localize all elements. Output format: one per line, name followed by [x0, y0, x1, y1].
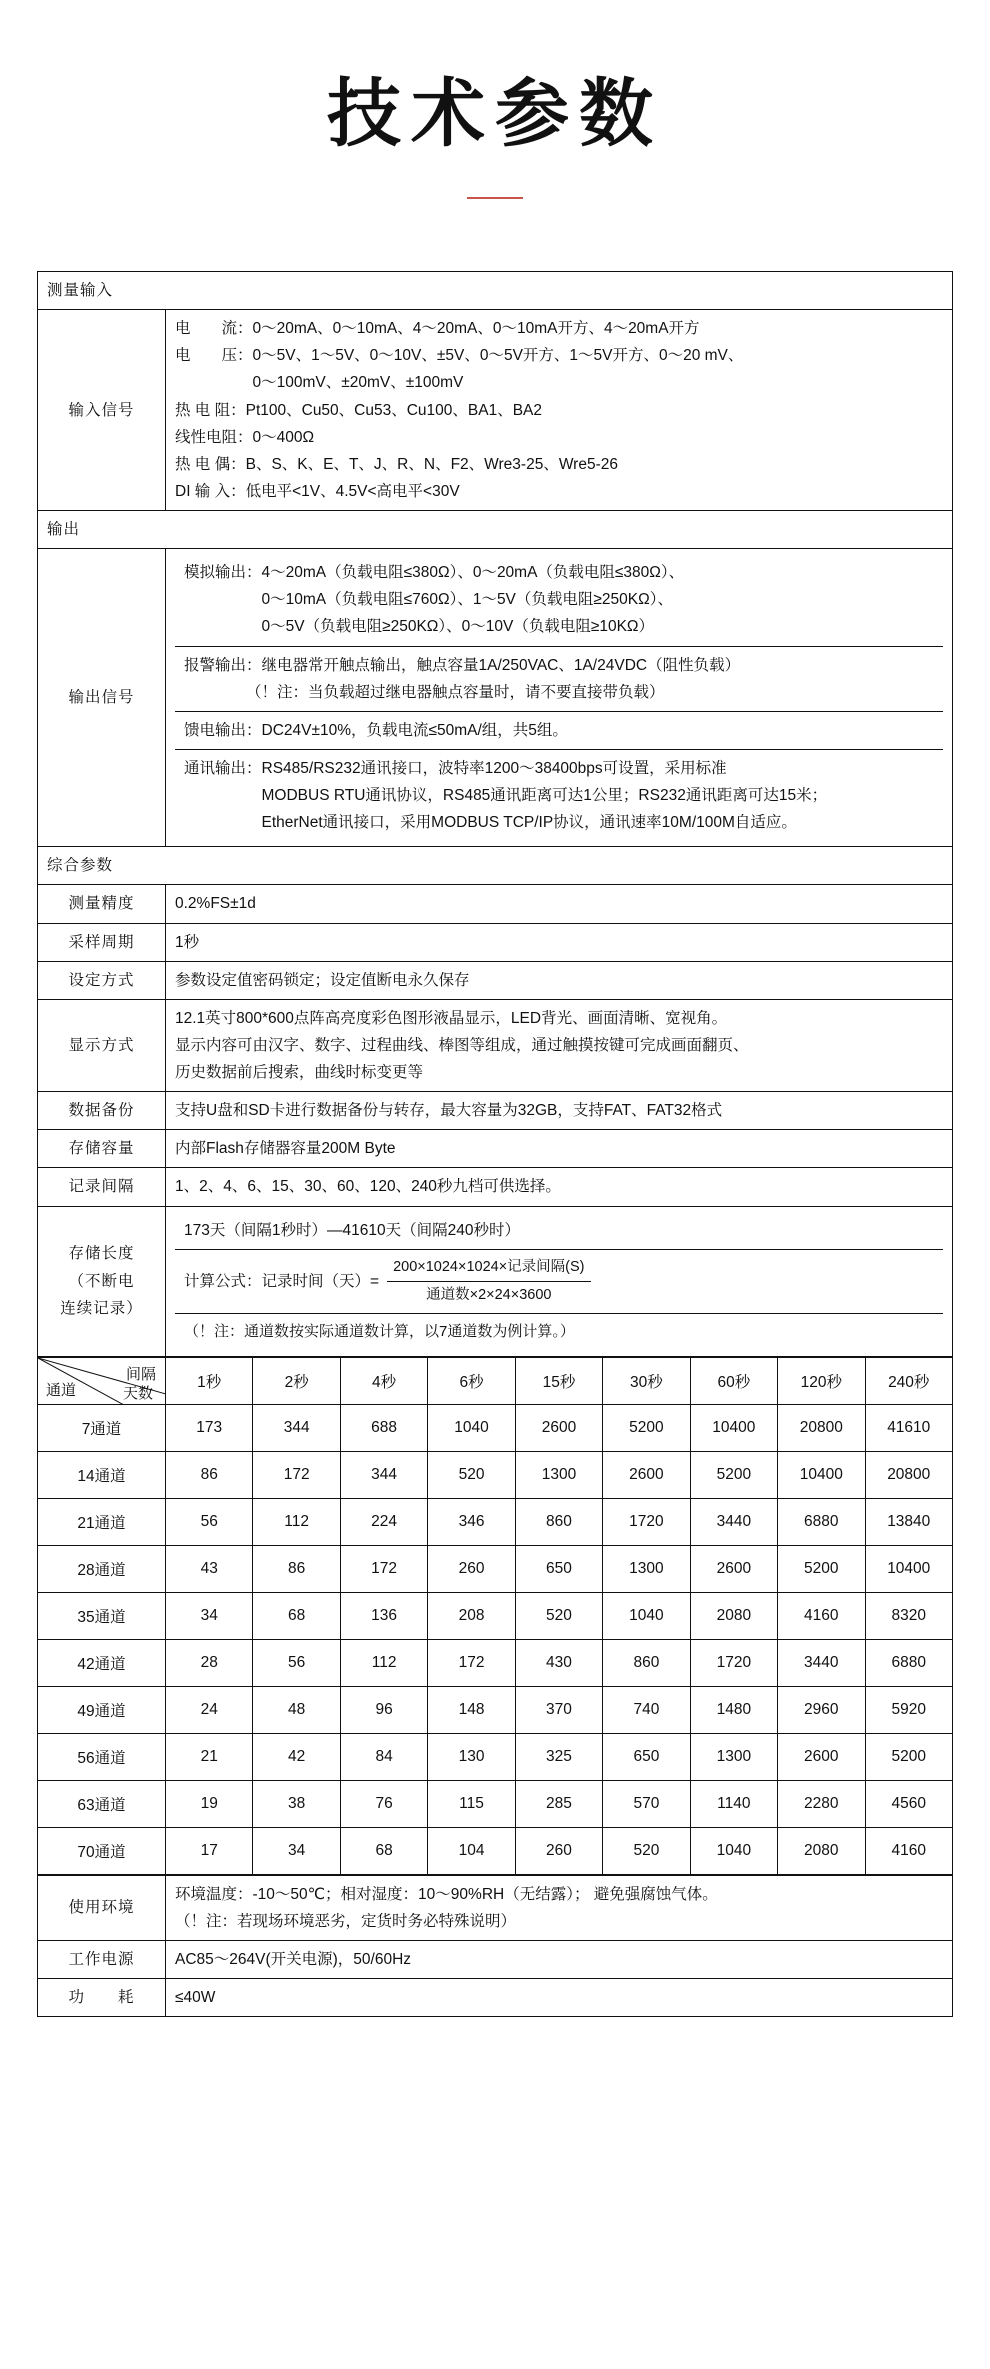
- cell-70ch-120s: 2080: [778, 1827, 865, 1874]
- table-row: [38, 1979, 953, 2017]
- row-label-interval: 记录间隔: [38, 1168, 166, 1206]
- cell-35ch-1s: 34: [166, 1592, 253, 1639]
- storage-length-label-2: （不断电: [68, 1272, 135, 1290]
- cell-28ch-120s: 5200: [778, 1545, 865, 1592]
- environment-line-1: 环境温度：-10～50℃；相对湿度：10～90%RH（无结露）； 避免强腐蚀气体。: [175, 1885, 718, 1903]
- cell-70ch-240s: 4160: [865, 1827, 953, 1874]
- cell-7ch-30s: 5200: [603, 1404, 690, 1451]
- table-row: [38, 1498, 953, 1545]
- cell-70ch-4s: 68: [340, 1827, 427, 1874]
- input-signal-line-1: 电 流：0～20mA、0～10mA、4～20mA、0～10mA开方、4～20mA开方: [175, 320, 700, 338]
- table-row: [38, 1451, 953, 1498]
- display-line-3: 历史数据前后搜索，曲线时标变更等: [175, 1064, 424, 1081]
- cell-49ch-2s: 48: [253, 1686, 340, 1733]
- spec-table-wrap: [37, 271, 953, 2017]
- row-label-accuracy: 测量精度: [38, 885, 166, 923]
- cell-42ch-15s: 430: [515, 1639, 602, 1686]
- cell-21ch-1s: 56: [166, 1498, 253, 1545]
- row-value-output-signal: [166, 549, 953, 847]
- cell-7ch-4s: 688: [340, 1404, 427, 1451]
- row-header-28ch: 28通道: [38, 1545, 166, 1592]
- cell-28ch-4s: 172: [340, 1545, 427, 1592]
- cell-56ch-1s: 21: [166, 1733, 253, 1780]
- output-comm-line-2: MODBUS RTU通讯协议，RS485通讯距离可达1公里；RS232通讯距离可达15米；: [184, 787, 828, 804]
- cell-56ch-4s: 84: [340, 1733, 427, 1780]
- table-row: [38, 923, 953, 961]
- cell-28ch-60s: 2600: [690, 1545, 777, 1592]
- cell-70ch-60s: 1040: [690, 1827, 777, 1874]
- cell-42ch-120s: 3440: [778, 1639, 865, 1686]
- row-value-input-signal: [166, 310, 953, 511]
- col-header-6s: 6秒: [428, 1357, 515, 1404]
- formula-denominator: 通道数×2×24×3600: [426, 1287, 552, 1303]
- row-value-consumption: ≤40W: [166, 1979, 953, 2017]
- row-header-7ch: 7通道: [38, 1404, 166, 1451]
- cell-28ch-15s: 650: [515, 1545, 602, 1592]
- cell-56ch-15s: 325: [515, 1733, 602, 1780]
- table-row: [38, 961, 953, 999]
- cell-63ch-1s: 19: [166, 1780, 253, 1827]
- output-analog-line-2: 0～10mA（负载电阻≤760Ω）、1～5V（负载电阻≥250KΩ）、: [184, 591, 673, 609]
- row-value-power-supply: AC85～264V(开关电源)，50/60Hz: [166, 1940, 953, 1978]
- cell-28ch-6s: 260: [428, 1545, 515, 1592]
- cell-42ch-4s: 112: [340, 1639, 427, 1686]
- row-value-storage-length: [166, 1206, 953, 1356]
- cell-14ch-15s: 1300: [515, 1451, 602, 1498]
- row-value-data-backup: 支持U盘和SD卡进行数据备份与转存，最大容量为32GB，支持FAT、FAT32格式: [166, 1092, 953, 1130]
- cell-56ch-30s: 650: [603, 1733, 690, 1780]
- output-analog-block: [175, 554, 943, 646]
- cell-63ch-6s: 115: [428, 1780, 515, 1827]
- table-row: [38, 1827, 953, 1874]
- cell-63ch-30s: 570: [603, 1780, 690, 1827]
- table-row: [175, 1212, 943, 1250]
- table-row: [175, 646, 943, 711]
- output-comm-block: [175, 749, 943, 841]
- cell-56ch-240s: 5200: [865, 1733, 953, 1780]
- cell-21ch-60s: 3440: [690, 1498, 777, 1545]
- row-value-capacity: 内部Flash存储器容量200M Byte: [166, 1130, 953, 1168]
- row-value-setting-mode: 参数设定值密码锁定；设定值断电永久保存: [166, 961, 953, 999]
- row-label-power-supply: 工作电源: [38, 1940, 166, 1978]
- cell-63ch-60s: 1140: [690, 1780, 777, 1827]
- storage-length-range: 173天（间隔1秒时）—41610天（间隔240秒时）: [175, 1212, 943, 1250]
- table-corner-cell: [38, 1357, 166, 1404]
- cell-7ch-15s: 2600: [515, 1404, 602, 1451]
- output-comm-line-3: EtherNet通讯接口，采用MODBUS TCP/IP协议，通讯速率10M/100M自适应。: [184, 814, 797, 832]
- cell-14ch-60s: 5200: [690, 1451, 777, 1498]
- table-row: [175, 711, 943, 749]
- row-label-storage-length: [38, 1206, 166, 1356]
- cell-28ch-30s: 1300: [603, 1545, 690, 1592]
- cell-49ch-15s: 370: [515, 1686, 602, 1733]
- table-row: [38, 1404, 953, 1451]
- table-row: [38, 1545, 953, 1592]
- output-power-block: [175, 711, 943, 749]
- row-label-sample-period: 采样周期: [38, 923, 166, 961]
- cell-35ch-15s: 520: [515, 1592, 602, 1639]
- row-label-data-backup: 数据备份: [38, 1092, 166, 1130]
- input-signal-line-4: 热 电 阻：Pt100、Cu50、Cu53、Cu100、BA1、BA2: [175, 401, 542, 419]
- table-row: [38, 1686, 953, 1733]
- table-row: [38, 1092, 953, 1130]
- output-analog-line-3: 0～5V（负载电阻≥250KΩ）、0～10V（负载电阻≥10KΩ）: [184, 618, 654, 636]
- row-header-56ch: 56通道: [38, 1733, 166, 1780]
- formula-fraction: [387, 1255, 590, 1309]
- cell-35ch-30s: 1040: [603, 1592, 690, 1639]
- cell-21ch-6s: 346: [428, 1498, 515, 1545]
- output-power-line-1: 馈电输出：DC24V±10%，负载电流≤50mA/组，共5组。: [184, 721, 568, 739]
- cell-49ch-4s: 96: [340, 1686, 427, 1733]
- output-alarm-line-2: （！注：当负载超过继电器触点容量时，请不要直接带负载）: [246, 683, 665, 701]
- cell-42ch-1s: 28: [166, 1639, 253, 1686]
- row-header-14ch: 14通道: [38, 1451, 166, 1498]
- table-row: [38, 1940, 953, 1978]
- table-row: [38, 1130, 953, 1168]
- row-label-output-signal: 输出信号: [38, 549, 166, 847]
- row-value-accuracy: 0.2%FS±1d: [166, 885, 953, 923]
- cell-35ch-240s: 8320: [865, 1592, 953, 1639]
- table-row: [38, 1168, 953, 1206]
- row-header-35ch: 35通道: [38, 1592, 166, 1639]
- table-row: [38, 1639, 953, 1686]
- cell-7ch-120s: 20800: [778, 1404, 865, 1451]
- row-label-environment: 使用环境: [38, 1875, 166, 1940]
- cell-42ch-2s: 56: [253, 1639, 340, 1686]
- col-header-4s: 4秒: [340, 1357, 427, 1404]
- table-row: [38, 1592, 953, 1639]
- storage-length-note: （！注：通道数按实际通道数计算，以7通道数为例计算。）: [184, 1323, 575, 1341]
- cell-63ch-2s: 38: [253, 1780, 340, 1827]
- cell-14ch-240s: 20800: [865, 1451, 953, 1498]
- table-row: [38, 847, 953, 885]
- page-title-block: [0, 0, 990, 209]
- cell-49ch-1s: 24: [166, 1686, 253, 1733]
- storage-length-label-1: 存储长度: [68, 1245, 135, 1263]
- output-analog-line-1: 模拟输出：4～20mA（负载电阻≤380Ω）、0～20mA（负载电阻≤380Ω）、: [184, 564, 685, 582]
- cell-21ch-4s: 224: [340, 1498, 427, 1545]
- output-comm-line-1: 通讯输出：RS485/RS232通讯接口，波特率1200～38400bps可设置，采用标准: [184, 759, 727, 777]
- section-measure-input: 测量输入: [38, 272, 953, 310]
- col-header-240s: 240秒: [865, 1357, 953, 1404]
- cell-35ch-4s: 136: [340, 1592, 427, 1639]
- table-row: [175, 749, 943, 841]
- cell-14ch-2s: 172: [253, 1451, 340, 1498]
- cell-49ch-6s: 148: [428, 1686, 515, 1733]
- cell-28ch-2s: 86: [253, 1545, 340, 1592]
- environment-line-2: （！注：若现场环境恶劣，定货时务必特殊说明）: [175, 1912, 517, 1930]
- cell-63ch-120s: 2280: [778, 1780, 865, 1827]
- cell-42ch-60s: 1720: [690, 1639, 777, 1686]
- cell-42ch-240s: 6880: [865, 1639, 953, 1686]
- input-signal-line-2: 电 压：0～5V、1～5V、0～10V、±5V、0～5V开方、1～5V开方、0～20 mV、: [175, 347, 744, 365]
- table-row: [38, 310, 953, 511]
- cell-7ch-2s: 344: [253, 1404, 340, 1451]
- row-value-interval: 1、2、4、6、15、30、60、120、240秒九档可供选择。: [166, 1168, 953, 1206]
- cell-7ch-6s: 1040: [428, 1404, 515, 1451]
- storage-formula: [184, 1255, 934, 1309]
- section-general: 综合参数: [38, 847, 953, 885]
- col-header-120s: 120秒: [778, 1357, 865, 1404]
- cell-70ch-15s: 260: [515, 1827, 602, 1874]
- table-row: [38, 1733, 953, 1780]
- input-signal-line-3: 0～100mV、±20mV、±100mV: [175, 374, 464, 392]
- cell-70ch-6s: 104: [428, 1827, 515, 1874]
- cell-49ch-30s: 740: [603, 1686, 690, 1733]
- cell-56ch-6s: 130: [428, 1733, 515, 1780]
- row-header-49ch: 49通道: [38, 1686, 166, 1733]
- storage-days-table: [37, 1357, 953, 1875]
- input-signal-line-7: DI 输 入：低电平<1V、4.5V<高电平<30V: [175, 482, 460, 500]
- row-label-input-signal: 输入信号: [38, 310, 166, 511]
- cell-14ch-1s: 86: [166, 1451, 253, 1498]
- cell-35ch-2s: 68: [253, 1592, 340, 1639]
- row-label-consumption: 功 耗: [38, 1979, 166, 2017]
- corner-label-interval: 间隔: [125, 1365, 156, 1383]
- output-signal-subtable: [175, 554, 943, 841]
- cell-21ch-120s: 6880: [778, 1498, 865, 1545]
- col-header-15s: 15秒: [515, 1357, 602, 1404]
- cell-28ch-240s: 10400: [865, 1545, 953, 1592]
- corner-label-channel: 通道: [46, 1381, 77, 1399]
- table-row: [175, 554, 943, 646]
- storage-length-formula-cell: [175, 1249, 943, 1314]
- table-row: [38, 999, 953, 1091]
- cell-21ch-240s: 13840: [865, 1498, 953, 1545]
- table-row: [38, 511, 953, 549]
- cell-21ch-2s: 112: [253, 1498, 340, 1545]
- col-header-30s: 30秒: [603, 1357, 690, 1404]
- input-signal-line-6: 热 电 偶：B、S、K、E、T、J、R、N、F2、Wre3-25、Wre5-26: [175, 455, 618, 473]
- table-row: [38, 885, 953, 923]
- storage-length-label-3: 连续记录）: [60, 1299, 143, 1317]
- col-header-1s: 1秒: [166, 1357, 253, 1404]
- cell-14ch-6s: 520: [428, 1451, 515, 1498]
- row-header-63ch: 63通道: [38, 1780, 166, 1827]
- row-label-capacity: 存储容量: [38, 1130, 166, 1168]
- formula-numerator: 200×1024×1024×记录间隔(S): [387, 1255, 590, 1282]
- table-row: [175, 1314, 943, 1351]
- row-value-environment: [166, 1875, 953, 1940]
- col-header-60s: 60秒: [690, 1357, 777, 1404]
- cell-14ch-120s: 10400: [778, 1451, 865, 1498]
- row-label-setting-mode: 设定方式: [38, 961, 166, 999]
- input-signal-line-5: 线性电阻：0～400Ω: [175, 428, 315, 446]
- spec-table: [37, 271, 953, 1357]
- row-header-70ch: 70通道: [38, 1827, 166, 1874]
- cell-35ch-60s: 2080: [690, 1592, 777, 1639]
- table-row: [175, 1249, 943, 1314]
- cell-14ch-4s: 344: [340, 1451, 427, 1498]
- page-title: 技术参数: [327, 71, 663, 157]
- output-alarm-block: [175, 646, 943, 711]
- cell-7ch-240s: 41610: [865, 1404, 953, 1451]
- cell-70ch-2s: 34: [253, 1827, 340, 1874]
- cell-56ch-60s: 1300: [690, 1733, 777, 1780]
- cell-7ch-60s: 10400: [690, 1404, 777, 1451]
- cell-49ch-120s: 2960: [778, 1686, 865, 1733]
- table-row: [38, 549, 953, 847]
- row-header-42ch: 42通道: [38, 1639, 166, 1686]
- table-row: [38, 1875, 953, 1940]
- cell-21ch-15s: 860: [515, 1498, 602, 1545]
- cell-7ch-1s: 173: [166, 1404, 253, 1451]
- cell-42ch-30s: 860: [603, 1639, 690, 1686]
- cell-63ch-240s: 4560: [865, 1780, 953, 1827]
- cell-49ch-60s: 1480: [690, 1686, 777, 1733]
- cell-42ch-6s: 172: [428, 1639, 515, 1686]
- corner-label-days: 天数: [122, 1384, 153, 1402]
- cell-56ch-2s: 42: [253, 1733, 340, 1780]
- cell-70ch-1s: 17: [166, 1827, 253, 1874]
- cell-56ch-120s: 2600: [778, 1733, 865, 1780]
- formula-prefix: 计算公式：记录时间（天）=: [184, 1272, 380, 1290]
- output-alarm-line-1: 报警输出：继电器常开触点输出，触点容量1A/250VAC、1A/24VDC（阻性负载）: [184, 656, 741, 674]
- cell-70ch-30s: 520: [603, 1827, 690, 1874]
- table-row: [38, 1780, 953, 1827]
- storage-length-subtable: [175, 1212, 943, 1351]
- section-output: 输出: [38, 511, 953, 549]
- title-underline: [467, 197, 523, 199]
- cell-21ch-30s: 1720: [603, 1498, 690, 1545]
- cell-63ch-4s: 76: [340, 1780, 427, 1827]
- cell-28ch-1s: 43: [166, 1545, 253, 1592]
- cell-35ch-6s: 208: [428, 1592, 515, 1639]
- row-value-display-mode: [166, 999, 953, 1091]
- cell-14ch-30s: 2600: [603, 1451, 690, 1498]
- display-line-2: 显示内容可由汉字、数字、过程曲线、棒图等组成，通过触摸按键可完成画面翻页、: [175, 1036, 749, 1054]
- table-row: [38, 272, 953, 310]
- cell-49ch-240s: 5920: [865, 1686, 953, 1733]
- spec-table-footer: [37, 1875, 953, 2018]
- col-header-2s: 2秒: [253, 1357, 340, 1404]
- cell-63ch-15s: 285: [515, 1780, 602, 1827]
- table-row: [38, 1206, 953, 1356]
- row-header-21ch: 21通道: [38, 1498, 166, 1545]
- row-label-display-mode: 显示方式: [38, 999, 166, 1091]
- cell-35ch-120s: 4160: [778, 1592, 865, 1639]
- row-value-sample-period: 1秒: [166, 923, 953, 961]
- display-line-1: 12.1英寸800*600点阵高亮度彩色图形液晶显示，LED背光、画面清晰、宽视角。: [175, 1009, 728, 1027]
